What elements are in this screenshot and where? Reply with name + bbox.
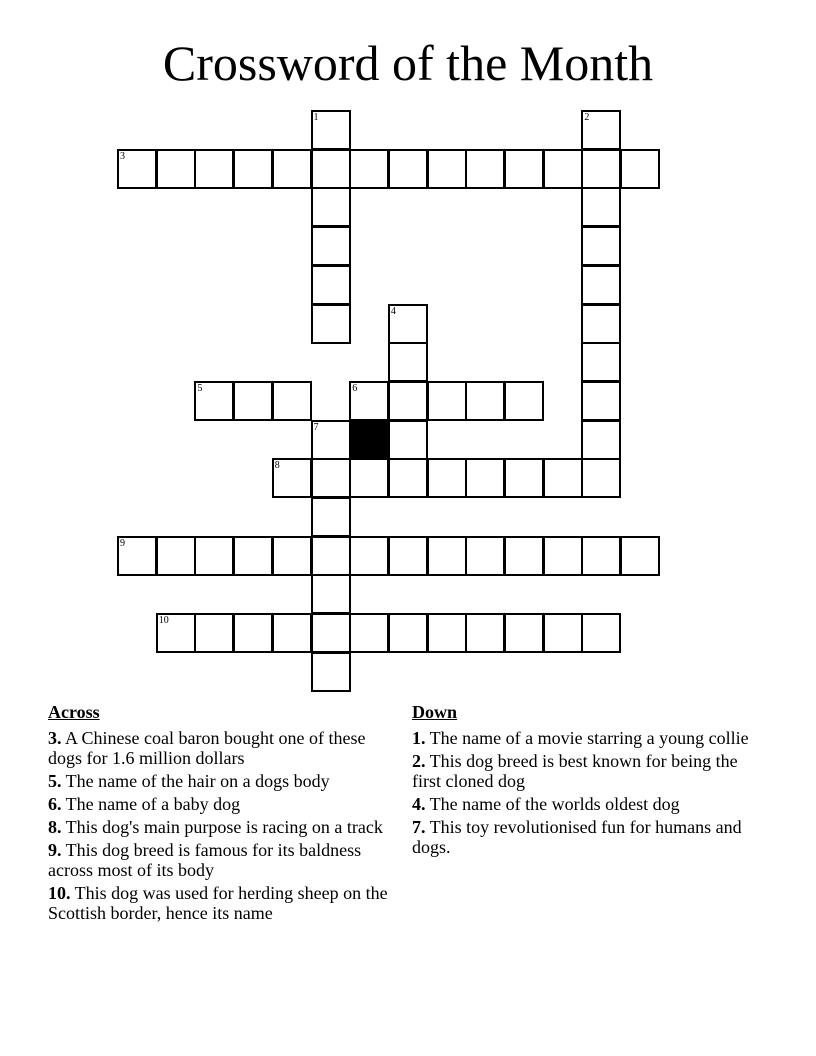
grid-cell[interactable] (427, 149, 467, 189)
grid-cell[interactable] (427, 458, 467, 498)
clue-across-5: 5. The name of the hair on a dogs body (48, 771, 330, 791)
grid-cell[interactable] (581, 149, 621, 189)
clue-number: 10 (158, 615, 169, 627)
grid-cell[interactable] (311, 304, 351, 344)
grid-cell[interactable] (427, 536, 467, 576)
grid-cell[interactable] (311, 497, 351, 537)
clue-across-8: 8. This dog's main purpose is racing on a track (48, 817, 383, 837)
grid-cell[interactable] (620, 149, 660, 189)
grid-cell[interactable] (233, 536, 273, 576)
grid-cell[interactable] (543, 613, 583, 653)
grid-cell[interactable] (349, 536, 389, 576)
grid-cell[interactable] (311, 226, 351, 266)
grid-cell[interactable] (388, 613, 428, 653)
grid-cell[interactable] (156, 149, 196, 189)
clue-number: 2 (584, 112, 590, 123)
grid-cell[interactable] (233, 149, 273, 189)
clue-across-3: 3. A Chinese coal baron bought one of these dogs for 1.6 million dollars (48, 728, 366, 768)
grid-cell[interactable] (233, 381, 273, 421)
clue-number: 9 (120, 537, 125, 549)
grid-cell[interactable] (194, 381, 234, 421)
grid-cell[interactable] (504, 536, 544, 576)
grid-cell[interactable] (581, 304, 621, 344)
grid-cell[interactable] (427, 381, 467, 421)
grid-cell[interactable] (543, 536, 583, 576)
grid-cell[interactable] (311, 613, 351, 653)
down-heading: Down (412, 702, 458, 722)
grid-cell[interactable] (504, 458, 544, 498)
grid-cell[interactable] (156, 613, 196, 653)
grid-cell[interactable] (311, 458, 351, 498)
grid-cell[interactable] (311, 265, 351, 305)
grid-cell[interactable] (311, 536, 351, 576)
grid-cell[interactable] (233, 613, 273, 653)
grid-cell[interactable] (388, 342, 428, 382)
grid-cell[interactable] (311, 574, 351, 614)
across-heading: Across (48, 702, 100, 722)
clue-down-2: 2. This dog breed is best known for being the first cloned dog (412, 751, 738, 791)
grid-cell[interactable] (311, 149, 351, 189)
grid-cell[interactable] (194, 536, 234, 576)
grid-cell[interactable] (311, 110, 351, 150)
clue-down-7: 7. This toy revolutionised fun for humans and dogs. (412, 817, 742, 857)
grid-cell[interactable] (581, 110, 621, 150)
clue-number: 5 (197, 382, 203, 394)
grid-cell[interactable] (272, 613, 312, 653)
clue-number: 7 (313, 421, 319, 433)
grid-cell[interactable] (504, 613, 544, 653)
page-title: Crossword of the Month (162, 35, 654, 91)
clue-number: 6 (352, 382, 358, 394)
grid-cell[interactable] (581, 458, 621, 498)
grid-cell[interactable] (349, 149, 389, 189)
grid-cell[interactable] (581, 342, 621, 382)
grid-cell[interactable] (388, 381, 428, 421)
clue-across-9: 9. This dog breed is famous for its baldness across most of its body (48, 840, 362, 880)
clue-across-6: 6. The name of a baby dog (48, 794, 241, 814)
grid-cell[interactable] (388, 420, 428, 460)
grid-cell[interactable] (272, 458, 312, 498)
across-clues (48, 702, 393, 926)
clue-number: 1 (313, 112, 319, 123)
clue-number: 8 (274, 460, 280, 472)
grid-cell[interactable] (272, 536, 312, 576)
down-clues (412, 702, 752, 860)
black-square (349, 420, 389, 460)
grid-cell[interactable] (504, 149, 544, 189)
grid-cell[interactable] (194, 613, 234, 653)
grid-cell[interactable] (311, 420, 351, 460)
clue-down-1: 1. The name of a movie starring a young collie (412, 728, 749, 748)
grid-cell[interactable] (543, 149, 583, 189)
grid-cell[interactable] (581, 187, 621, 227)
grid-cell[interactable] (581, 226, 621, 266)
grid-cell[interactable] (543, 458, 583, 498)
grid-cell[interactable] (272, 149, 312, 189)
grid-cell[interactable] (117, 536, 157, 576)
grid-cell[interactable] (427, 613, 467, 653)
grid-cell[interactable] (349, 613, 389, 653)
grid-cell[interactable] (388, 304, 428, 344)
grid-cell[interactable] (465, 381, 505, 421)
grid-cell[interactable] (117, 149, 157, 189)
grid-cell[interactable] (465, 149, 505, 189)
grid-cell[interactable] (620, 536, 660, 576)
clue-number: 3 (120, 150, 125, 162)
grid-cell[interactable] (581, 613, 621, 653)
grid-cell[interactable] (388, 149, 428, 189)
clue-across-10: 10. This dog was used for herding sheep on the Scottish border, hence its name (48, 883, 388, 923)
grid-cell[interactable] (388, 536, 428, 576)
grid-cell[interactable] (194, 149, 234, 189)
grid-cell[interactable] (311, 187, 351, 227)
grid-cell[interactable] (465, 458, 505, 498)
grid-cell[interactable] (581, 420, 621, 460)
grid-cell[interactable] (311, 652, 351, 692)
grid-cell[interactable] (465, 613, 505, 653)
grid-cell[interactable] (349, 458, 389, 498)
clue-number: 4 (390, 305, 396, 317)
grid-cell[interactable] (349, 381, 389, 421)
grid-cell[interactable] (272, 381, 312, 421)
grid-cell[interactable] (581, 265, 621, 305)
grid-cell[interactable] (465, 536, 505, 576)
grid-cell[interactable] (156, 536, 196, 576)
grid-cell[interactable] (581, 536, 621, 576)
grid-cell[interactable] (581, 381, 621, 421)
grid-cell[interactable] (504, 381, 544, 421)
clue-down-4: 4. The name of the worlds oldest dog (412, 794, 680, 814)
grid-cell[interactable] (388, 458, 428, 498)
